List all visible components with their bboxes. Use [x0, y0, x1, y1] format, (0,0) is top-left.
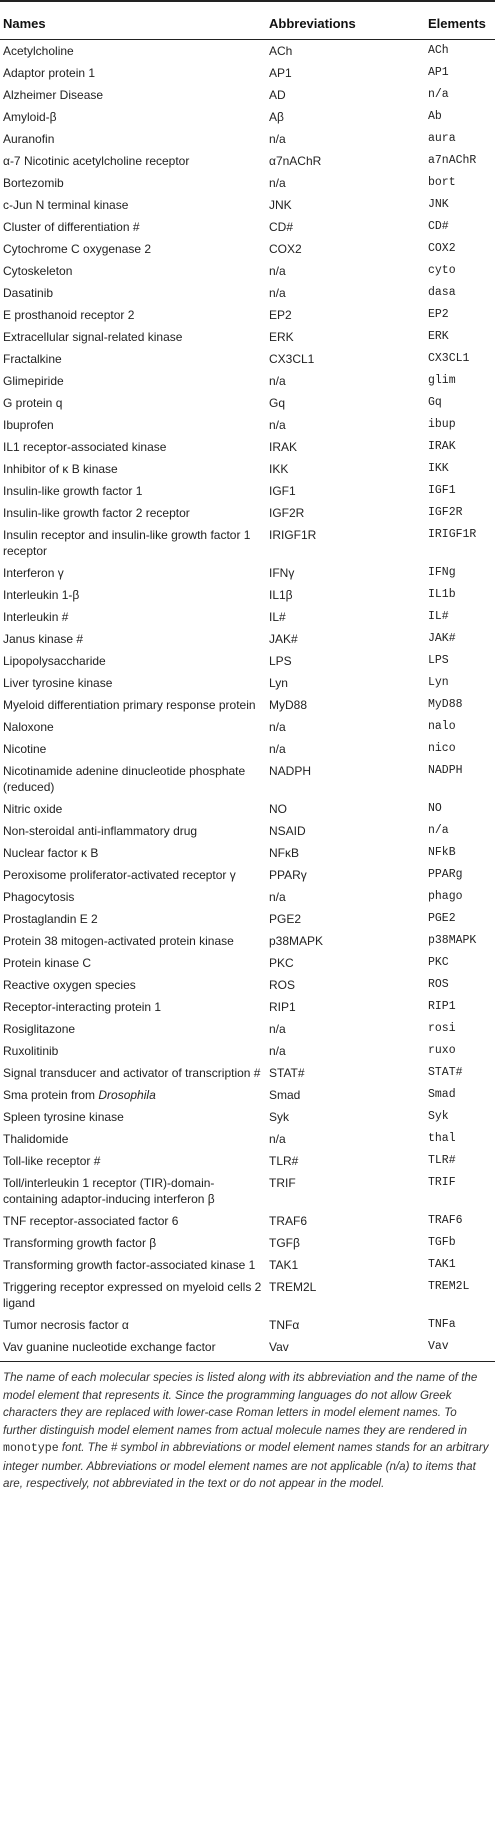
table-row: [0, 562, 495, 584]
cell-element: n/a: [428, 88, 449, 101]
cell-element: TGFb: [428, 1236, 456, 1249]
cell-element: NO: [428, 802, 442, 815]
cell-name: Adaptor protein 1: [3, 66, 96, 80]
cell-abbreviation: TREM2L: [269, 1280, 317, 1294]
table-row: [0, 282, 495, 304]
table-row: [0, 40, 495, 63]
cell-abbreviation: JNK: [269, 198, 292, 212]
cell-name: Cluster of differentiation #: [3, 220, 140, 234]
cell-element: EP2: [428, 308, 449, 321]
cell-abbreviation: n/a: [269, 176, 286, 190]
cell-element: bort: [428, 176, 456, 189]
cell-name: Peroxisome proliferator-activated receptor γ: [3, 868, 236, 882]
table-row: [0, 820, 495, 842]
table-row: [0, 886, 495, 908]
header-abbreviations: Abbreviations: [269, 1, 428, 40]
table-row: [0, 1336, 495, 1361]
cell-element: Vav: [428, 1340, 449, 1353]
cell-name: Fractalkine: [3, 352, 62, 366]
cell-name: Acetylcholine: [3, 44, 74, 58]
cell-element: IFNg: [428, 566, 456, 579]
cell-abbreviation: TLR#: [269, 1154, 299, 1168]
table-row: [0, 260, 495, 282]
cell-element: phago: [428, 890, 463, 903]
cell-element: NFkB: [428, 846, 456, 859]
cell-name: Bortezomib: [3, 176, 64, 190]
cell-name: α-7 Nicotinic acetylcholine receptor: [3, 154, 190, 168]
cell-element: cyto: [428, 264, 456, 277]
cell-name: Insulin-like growth factor 1: [3, 484, 143, 498]
cell-abbreviation: MyD88: [269, 698, 308, 712]
cell-abbreviation: Smad: [269, 1088, 301, 1102]
cell-element: IL#: [428, 610, 449, 623]
cell-abbreviation: PKC: [269, 956, 294, 970]
table-row: [0, 326, 495, 348]
cell-element: thal: [428, 1132, 456, 1145]
cell-element: nico: [428, 742, 456, 755]
cell-name: E prosthanoid receptor 2: [3, 308, 135, 322]
cell-abbreviation: TRIF: [269, 1176, 296, 1190]
cell-name: Receptor-interacting protein 1: [3, 1000, 162, 1014]
cell-name: Protein 38 mitogen-activated protein kinase: [3, 934, 234, 948]
table-row: [0, 738, 495, 760]
table-caption: [0, 1361, 495, 1493]
table-row: [0, 150, 495, 172]
cell-abbreviation: ACh: [269, 44, 293, 58]
cell-name: Amyloid-β: [3, 110, 57, 124]
cell-abbreviation: Aβ: [269, 110, 284, 124]
header-elements: Elements: [428, 1, 495, 40]
cell-name: Prostaglandin E 2: [3, 912, 98, 926]
table-row: [0, 1254, 495, 1276]
cell-name: Ruxolitinib: [3, 1044, 59, 1058]
cell-name: Ibuprofen: [3, 418, 54, 432]
table-row: [0, 304, 495, 326]
cell-element: TAK1: [428, 1258, 456, 1271]
cell-abbreviation: n/a: [269, 890, 286, 904]
table-row: [0, 1084, 495, 1106]
cell-element: AP1: [428, 66, 449, 79]
cell-element: TLR#: [428, 1154, 456, 1167]
cell-abbreviation: Vav: [269, 1340, 289, 1354]
cell-element: p38MAPK: [428, 934, 477, 947]
cell-abbreviation: COX2: [269, 242, 302, 256]
table-row: [0, 414, 495, 436]
cell-name: Spleen tyrosine kinase: [3, 1110, 124, 1124]
table-row: [0, 84, 495, 106]
cell-name: Signal transducer and activator of transcription #: [3, 1066, 261, 1080]
cell-name: Insulin receptor and insulin-like growth factor 1 receptor: [3, 528, 251, 558]
cell-name: Inhibitor of κ B kinase: [3, 462, 118, 476]
cell-abbreviation: n/a: [269, 132, 286, 146]
cell-abbreviation: IL1β: [269, 588, 293, 602]
cell-name: Triggering receptor expressed on myeloid cells 2 ligand: [3, 1280, 262, 1310]
cell-element: Gq: [428, 396, 442, 409]
cell-abbreviation: NFκB: [269, 846, 299, 860]
cell-name: c-Jun N terminal kinase: [3, 198, 129, 212]
cell-abbreviation: TRAF6: [269, 1214, 308, 1228]
cell-abbreviation: NSAID: [269, 824, 306, 838]
cell-element: STAT#: [428, 1066, 463, 1079]
cell-name: Interleukin #: [3, 610, 69, 624]
table-row: [0, 1232, 495, 1254]
cell-name: TNF receptor-associated factor 6: [3, 1214, 179, 1228]
cell-element: ruxo: [428, 1044, 456, 1057]
cell-element: Syk: [428, 1110, 449, 1123]
table-row: [0, 194, 495, 216]
cell-name: Toll-like receptor #: [3, 1154, 101, 1168]
cell-name: Tumor necrosis factor α: [3, 1318, 129, 1332]
cell-abbreviation: n/a: [269, 1132, 286, 1146]
cell-element: nalo: [428, 720, 456, 733]
cell-element: a7nAChR: [428, 154, 477, 167]
caption-text-1: The name of each molecular species is listed along with its abbreviation and the name of the model element that represents it. Since the programming languages do not allow Greek characters they are replaced with lower-case Roman letters in model element names. To further distinguish model element names from actual molecule names they are rendered in: [3, 1371, 478, 1437]
table-row: [0, 716, 495, 738]
cell-name: IL1 receptor-associated kinase: [3, 440, 167, 454]
cell-abbreviation: Lyn: [269, 676, 288, 690]
cell-element: dasa: [428, 286, 456, 299]
cell-abbreviation: IRAK: [269, 440, 298, 454]
cell-abbreviation: PGE2: [269, 912, 302, 926]
cell-name: Janus kinase #: [3, 632, 84, 646]
table-row: [0, 606, 495, 628]
cell-abbreviation: NADPH: [269, 764, 312, 778]
cell-element: IRAK: [428, 440, 456, 453]
cell-abbreviation: IGF2R: [269, 506, 305, 520]
table-row: [0, 1106, 495, 1128]
cell-abbreviation: n/a: [269, 742, 286, 756]
table-row: [0, 650, 495, 672]
table-row: [0, 370, 495, 392]
table-row: [0, 1062, 495, 1084]
table-row: [0, 106, 495, 128]
cell-abbreviation: n/a: [269, 374, 286, 388]
table-row: [0, 694, 495, 716]
table-row: [0, 172, 495, 194]
cell-element: JAK#: [428, 632, 456, 645]
cell-abbreviation: n/a: [269, 286, 286, 300]
cell-abbreviation: n/a: [269, 418, 286, 432]
table-row: [0, 1128, 495, 1150]
cell-element: IGF1: [428, 484, 456, 497]
species-name: Drosophila: [98, 1088, 156, 1102]
cell-element: RIP1: [428, 1000, 456, 1013]
cell-name: Glimepiride: [3, 374, 64, 388]
table-row: [0, 348, 495, 370]
cell-abbreviation: Gq: [269, 396, 286, 410]
cell-element: TREM2L: [428, 1280, 470, 1293]
table-row: [0, 1018, 495, 1040]
cell-name: Insulin-like growth factor 2 receptor: [3, 506, 190, 520]
cell-abbreviation: α7nAChR: [269, 154, 322, 168]
table-row: [0, 760, 495, 798]
cell-abbreviation: Syk: [269, 1110, 290, 1124]
cell-abbreviation: TGFβ: [269, 1236, 300, 1250]
cell-name: Nitric oxide: [3, 802, 63, 816]
table-row: [0, 436, 495, 458]
cell-element: ibup: [428, 418, 456, 431]
cell-abbreviation: RIP1: [269, 1000, 296, 1014]
table-row: [0, 1040, 495, 1062]
cell-abbreviation: LPS: [269, 654, 292, 668]
cell-name: Dasatinib: [3, 286, 54, 300]
cell-abbreviation: EP2: [269, 308, 292, 322]
cell-element: COX2: [428, 242, 456, 255]
cell-abbreviation: STAT#: [269, 1066, 305, 1080]
cell-element: IGF2R: [428, 506, 463, 519]
table-body: [0, 40, 495, 1362]
cell-name: Extracellular signal-related kinase: [3, 330, 183, 344]
cell-element: CD#: [428, 220, 449, 233]
table-row: [0, 952, 495, 974]
cell-name: Reactive oxygen species: [3, 978, 136, 992]
cell-name: Rosiglitazone: [3, 1022, 76, 1036]
cell-abbreviation: IKK: [269, 462, 289, 476]
cell-name: Sma protein from Drosophila: [3, 1088, 156, 1102]
cell-element: glim: [428, 374, 456, 387]
cell-name: Cytoskeleton: [3, 264, 73, 278]
cell-abbreviation: n/a: [269, 1022, 286, 1036]
cell-name: Myeloid differentiation primary response protein: [3, 698, 256, 712]
table-row: [0, 996, 495, 1018]
cell-name: Nicotinamide adenine dinucleotide phosphate (reduced): [3, 764, 246, 794]
table-row: [0, 672, 495, 694]
table-row: [0, 392, 495, 414]
cell-name: Phagocytosis: [3, 890, 75, 904]
cell-name: Interferon γ: [3, 566, 64, 580]
table-row: [0, 1210, 495, 1232]
cell-name: Vav guanine nucleotide exchange factor: [3, 1340, 216, 1354]
cell-element: Ab: [428, 110, 442, 123]
cell-abbreviation: TNFα: [269, 1318, 300, 1332]
cell-abbreviation: IRIGF1R: [269, 528, 317, 542]
table-row: [0, 216, 495, 238]
cell-abbreviation: CD#: [269, 220, 294, 234]
table-row: [0, 930, 495, 952]
cell-abbreviation: n/a: [269, 264, 286, 278]
table-row: [0, 584, 495, 606]
cell-name: Nuclear factor κ B: [3, 846, 99, 860]
table-row: [0, 1150, 495, 1172]
cell-element: TNFa: [428, 1318, 456, 1331]
cell-element: ROS: [428, 978, 449, 991]
table-row: [0, 524, 495, 562]
cell-abbreviation: n/a: [269, 720, 286, 734]
cell-element: MyD88: [428, 698, 463, 711]
cell-abbreviation: n/a: [269, 1044, 286, 1058]
table-row: [0, 238, 495, 260]
cell-element: Smad: [428, 1088, 456, 1101]
cell-abbreviation: CX3CL1: [269, 352, 315, 366]
cell-name: Toll/interleukin 1 receptor (TIR)-domain-containing adaptor-inducing interferon β: [3, 1176, 215, 1206]
header-row: [0, 1, 495, 40]
cell-name: Naloxone: [3, 720, 54, 734]
table-row: [0, 628, 495, 650]
cell-element: Lyn: [428, 676, 449, 689]
cell-abbreviation: AD: [269, 88, 286, 102]
cell-abbreviation: ERK: [269, 330, 294, 344]
cell-element: ACh: [428, 44, 449, 57]
table-row: [0, 128, 495, 150]
cell-name: G protein q: [3, 396, 63, 410]
cell-abbreviation: IGF1: [269, 484, 296, 498]
cell-abbreviation: TAK1: [269, 1258, 299, 1272]
cell-abbreviation: NO: [269, 802, 287, 816]
cell-name: Lipopolysaccharide: [3, 654, 106, 668]
cell-name: Protein kinase C: [3, 956, 92, 970]
table-row: [0, 842, 495, 864]
cell-name: Liver tyrosine kinase: [3, 676, 113, 690]
cell-name: Non-steroidal anti-inflammatory drug: [3, 824, 198, 838]
table-row: [0, 908, 495, 930]
cell-abbreviation: p38MAPK: [269, 934, 324, 948]
cell-name: Auranofin: [3, 132, 55, 146]
table-row: [0, 1276, 495, 1314]
cell-abbreviation: IFNγ: [269, 566, 295, 580]
table-row: [0, 974, 495, 996]
table-row: [0, 864, 495, 886]
cell-element: rosi: [428, 1022, 456, 1035]
cell-abbreviation: AP1: [269, 66, 292, 80]
cell-element: JNK: [428, 198, 449, 211]
table-row: [0, 458, 495, 480]
cell-name: Nicotine: [3, 742, 47, 756]
cell-element: IRIGF1R: [428, 528, 477, 541]
table-row: [0, 62, 495, 84]
cell-name: Cytochrome C oxygenase 2: [3, 242, 152, 256]
cell-element: NADPH: [428, 764, 463, 777]
cell-element: PPARg: [428, 868, 463, 881]
cell-element: PKC: [428, 956, 449, 969]
cell-name: Interleukin 1-β: [3, 588, 80, 602]
cell-element: aura: [428, 132, 456, 145]
cell-abbreviation: JAK#: [269, 632, 298, 646]
cell-element: ERK: [428, 330, 449, 343]
cell-abbreviation: IL#: [269, 610, 286, 624]
table-row: [0, 1314, 495, 1336]
cell-element: TRAF6: [428, 1214, 463, 1227]
cell-element: IKK: [428, 462, 449, 475]
cell-abbreviation: PPARγ: [269, 868, 307, 882]
cell-element: IL1b: [428, 588, 456, 601]
cell-element: n/a: [428, 824, 449, 837]
table-row: [0, 480, 495, 502]
table-header: [0, 1, 495, 40]
cell-element: CX3CL1: [428, 352, 470, 365]
cell-element: PGE2: [428, 912, 456, 925]
cell-name: Alzheimer Disease: [3, 88, 104, 102]
cell-element: TRIF: [428, 1176, 456, 1189]
header-names: Names: [0, 1, 269, 40]
cell-abbreviation: ROS: [269, 978, 296, 992]
caption-text-2: font. The # symbol in abbreviations or model element names stands for an arbitrary integer number. Abbreviations or model element names are not applicable (n/a) to items that are, respectively, not abbreviated in the text or do not appear in the model.: [3, 1441, 489, 1490]
cell-name: Transforming growth factor-associated kinase 1: [3, 1258, 256, 1272]
cell-name: Transforming growth factor β: [3, 1236, 157, 1250]
table-row: [0, 502, 495, 524]
cell-element: LPS: [428, 654, 449, 667]
cell-name: Thalidomide: [3, 1132, 69, 1146]
table-row: [0, 1172, 495, 1210]
caption-mono-word: monotype: [3, 1442, 59, 1455]
table-row: [0, 798, 495, 820]
